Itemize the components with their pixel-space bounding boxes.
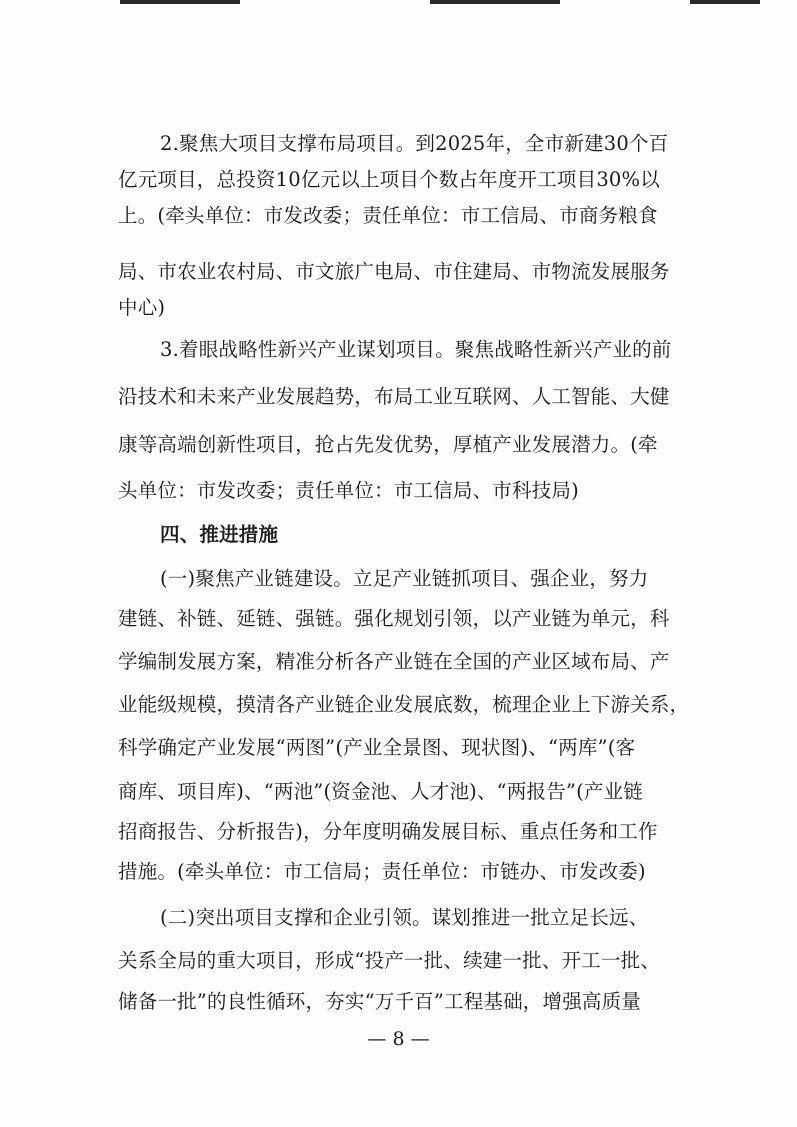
section-heading: 四、推进措施	[160, 523, 279, 546]
paragraph-line: 局、市农业农村局、市文旅广电局、市住建局、市物流发展服务	[118, 260, 670, 283]
paragraph-line: 措施。(牵头单位：市工信局；责任单位：市链办、市发改委)	[118, 860, 646, 883]
paragraph-line: 储备一批”的良性循环，夯实“万千百”工程基础，增强高质量	[118, 990, 642, 1013]
paragraph-line: 学编制发展方案，精准分析各产业链在全国的产业区域布局、产	[118, 650, 670, 673]
paragraph-line: 招商报告、分析报告)，分年度明确发展目标、重点任务和工作	[118, 820, 658, 843]
paragraph-line: 头单位：市发改委；责任单位：市工信局、市科技局)	[118, 479, 579, 502]
scan-edge-mark	[120, 0, 240, 4]
paragraph-line: 商库、项目库)、“两池”(资金池、人才池)、“两报告”(产业链	[118, 780, 644, 803]
paragraph-line: (一)聚焦产业链建设。立足产业链抓项目、强企业，努力	[160, 567, 649, 590]
paragraph-line: 关系全局的重大项目，形成“投产一批、续建一批、开工一批、	[118, 949, 661, 972]
paragraph-line: 科学确定产业发展“两图”(产业全景图、现状图)、“两库”(客	[118, 736, 636, 759]
scan-edge-mark	[690, 0, 760, 4]
paragraph-line: 业能级规模，摸清各产业链企业发展底数，梳理企业上下游关系，	[118, 693, 690, 716]
paragraph-line: 亿元项目，总投资10亿元以上项目个数占年度开工项目30%以	[118, 168, 660, 191]
paragraph-line: 沿技术和未来产业发展趋势，布局工业互联网、人工智能、大健	[118, 385, 670, 408]
paragraph-line: 中心)	[118, 296, 166, 319]
paragraph-line: 3.着眼战略性新兴产业谋划项目。聚焦战略性新兴产业的前	[160, 338, 672, 361]
paragraph-line: (二)突出项目支撑和企业引领。谋划推进一批立足长远、	[160, 906, 649, 929]
scan-edge-mark	[430, 0, 560, 4]
paragraph-line: 2.聚焦大项目支撑布局项目。到2025年，全市新建30个百	[160, 132, 669, 155]
paragraph-line: 康等高端创新性项目，抢占先发优势，厚植产业发展潜力。(牵	[118, 433, 658, 456]
paragraph-line: 建链、补链、延链、强链。强化规划引领，以产业链为单元，科	[118, 607, 670, 630]
page-number: — 8 —	[367, 1028, 430, 1050]
paragraph-line: 上。(牵头单位：市发改委；责任单位：市工信局、市商务粮食	[118, 204, 658, 227]
